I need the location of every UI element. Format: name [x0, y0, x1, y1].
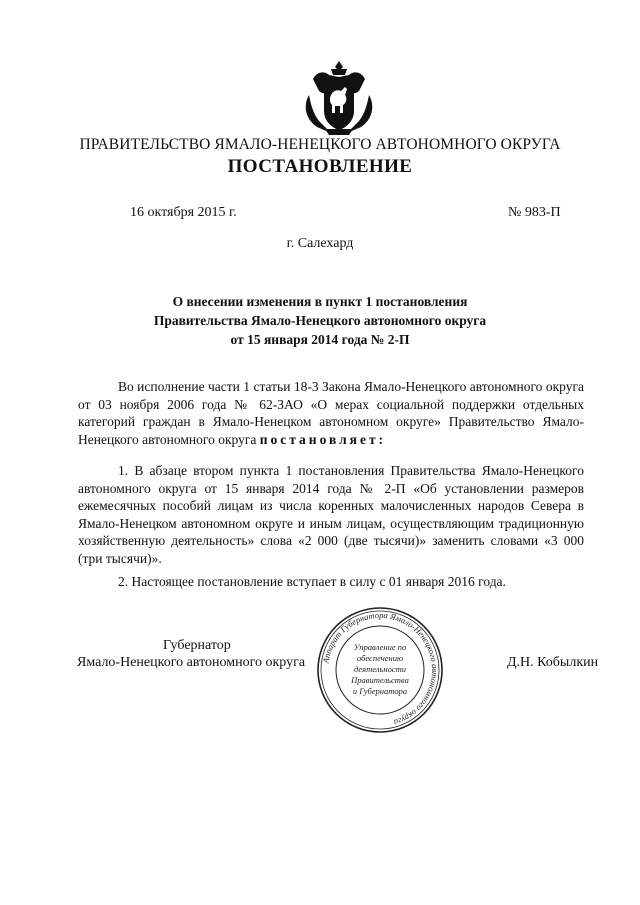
document-heading [0, 292, 640, 349]
item-1-text: 1. В абзаце втором пункта 1 постановления Правительства Ямало-Ненецкого автономного округа от 15 января 2014 года № 2-П «Об установлении размеров ежемесячных пособий лицам из числа коренных малочисленных народов Севера в Ямало-Ненецком автономном округе и иным лицам, осуществляющим традиционную хозяйственную деятельность» слова «2 000 (две тысячи)» заменить словами «3 000 (три тысячи)». [78, 463, 584, 566]
item-2-text: 2. Настоящее постановление вступает в силу с 01 января 2016 года. [118, 574, 506, 589]
item-1-paragraph [78, 462, 584, 568]
stamp-line-1: Управление по [353, 642, 407, 652]
document-date: 16 октября 2015 г. [130, 205, 237, 220]
stamp-line-2: обеспечению [356, 653, 404, 663]
stamp-line-3: деятельности [353, 664, 407, 674]
heading-line-3: от 15 января 2014 года № 2-П [230, 332, 410, 347]
item-2-paragraph [78, 573, 584, 591]
signatory-title-line-2: Ямало-Ненецкого автономного округа [77, 655, 306, 670]
signatory-title-line-1: Губернатор [163, 638, 231, 653]
stamp-line-4: Правительства [351, 675, 409, 685]
signatory-name: Д.Н. Кобылкин [507, 655, 599, 670]
government-name: ПРАВИТЕЛЬСТВО ЯМАЛО-НЕНЕЦКОГО АВТОНОМНОГО ОКРУГА [79, 136, 561, 153]
resolves-word: постановляет: [259, 431, 387, 447]
document-city: г. Салехард [286, 236, 354, 251]
heading-line-1: О внесении изменения в пункт 1 постановления [172, 294, 468, 309]
heading-line-2: Правительства Ямало-Ненецкого автономного округа [153, 313, 487, 328]
document-number: № 983-П [508, 205, 561, 220]
stamp-ring-text: Аппарат Губернатора Ямало-Ненецкого автономного округа [320, 609, 441, 728]
document-type-title: ПОСТАНОВЛЕНИЕ [227, 156, 413, 177]
intro-paragraph [78, 378, 584, 448]
stamp-line-5: и Губернатора [352, 686, 408, 696]
intro-text: Во исполнение части 1 статьи 18-3 Закона Ямало-Ненецкого автономного округа от 03 ноября 2006 года № 62-ЗАО «О мерах социальной поддержки отдельных категорий граждан в Ямало-Ненецком автономном округе» Правительство Ямало-Ненецкого автономного округа [78, 379, 584, 447]
coat-of-arms-emblem [295, 55, 383, 137]
stamp-inner-text [340, 642, 420, 697]
